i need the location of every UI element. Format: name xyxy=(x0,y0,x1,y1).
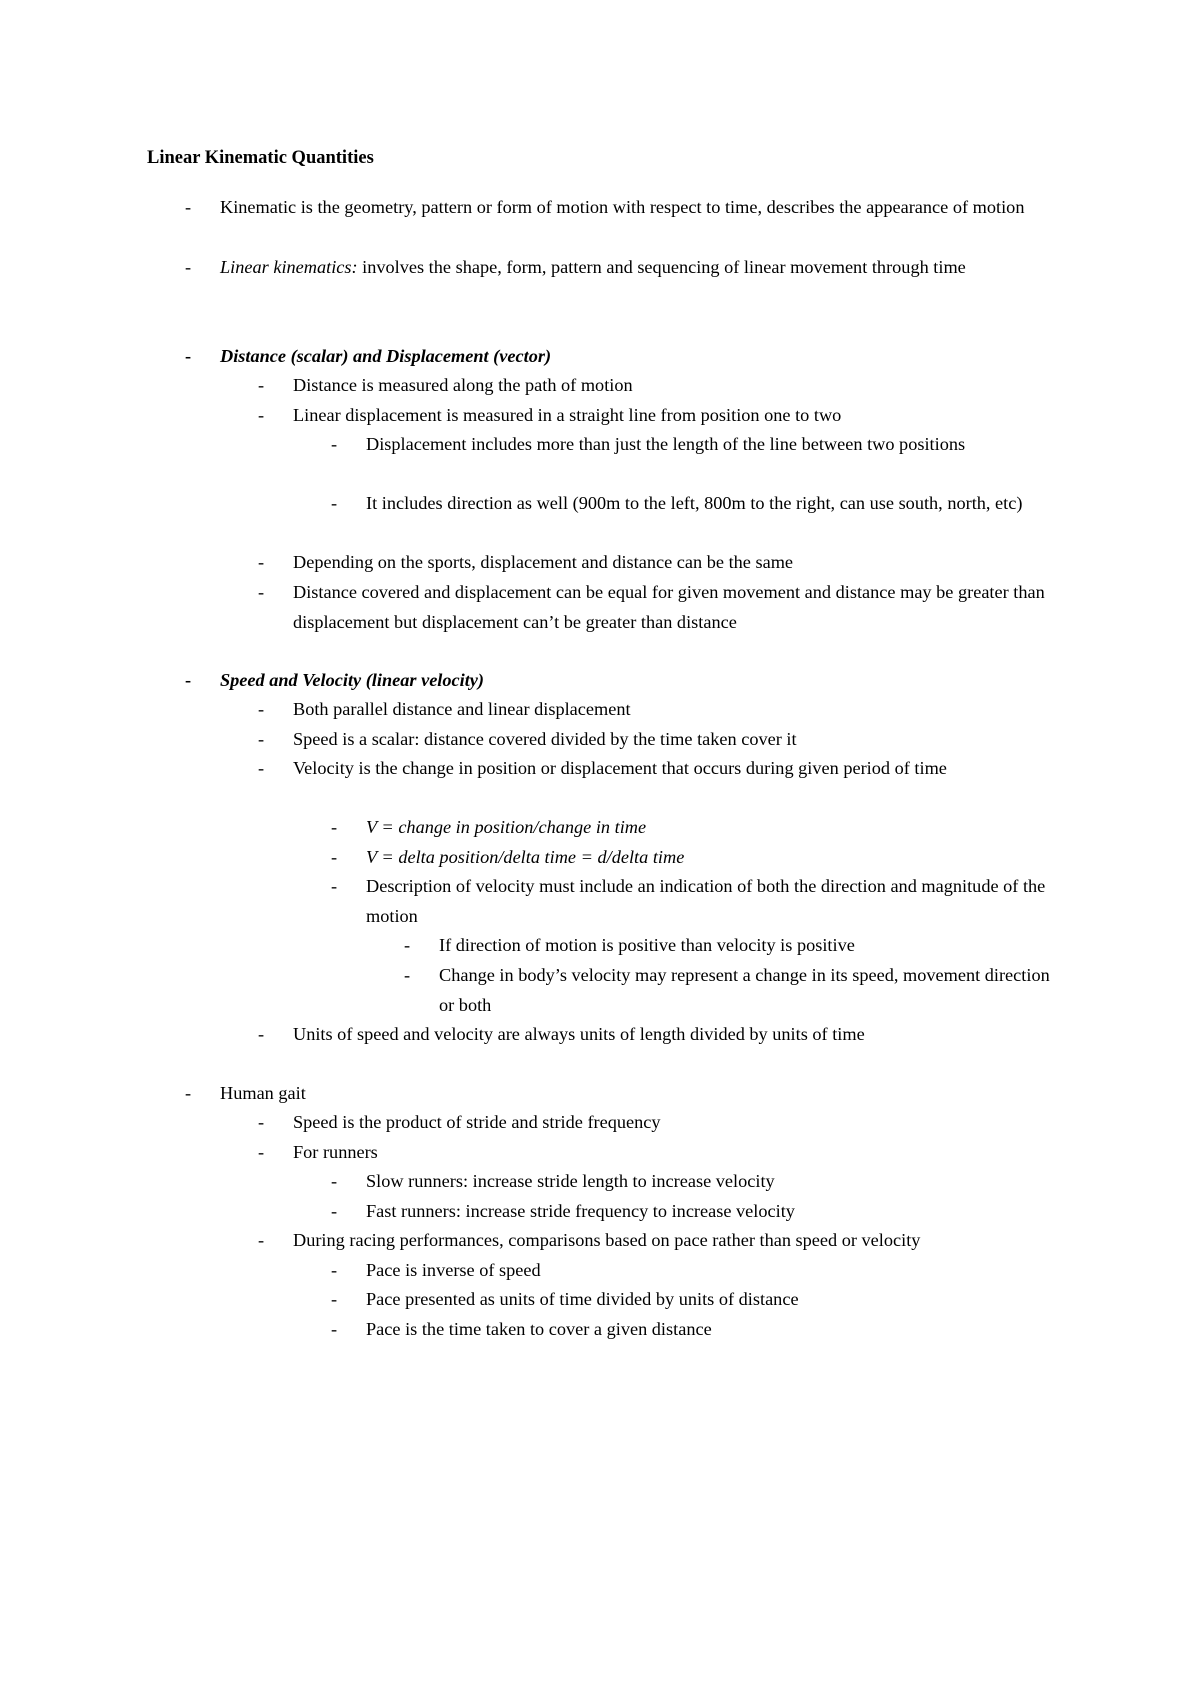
list-item-level-3 xyxy=(331,1315,1062,1345)
list-item-text: Distance covered and displacement can be equal for given movement and distance may be greater than displacement but displacement can’t be greater than distance xyxy=(293,582,1045,632)
list-item-text: V = change in position/change in time xyxy=(366,817,647,837)
bullet-dash: - xyxy=(258,582,265,602)
list-item-level-3 xyxy=(331,1285,1062,1315)
bullet-dash: - xyxy=(185,197,192,217)
bullet-dash: - xyxy=(404,935,411,955)
list-item-text: Pace presented as units of time divided by units of distance xyxy=(366,1289,799,1309)
list-item-text: Pace is the time taken to cover a given distance xyxy=(366,1319,712,1339)
bullet-dash: - xyxy=(258,405,265,425)
bullet-dash: - xyxy=(258,1024,265,1044)
list-item-text: Velocity is the change in position or displacement that occurs during given period of time xyxy=(293,758,947,778)
list-item-level-3 xyxy=(331,489,1062,519)
list-item-level-2 xyxy=(258,1226,1062,1256)
list-item-level-3 xyxy=(331,843,1062,873)
list-item-text: Kinematic is the geometry, pattern or form of motion with respect to time, describes the appearance of motion xyxy=(220,197,1025,217)
bullet-dash: - xyxy=(331,876,338,896)
bullet-dash: - xyxy=(185,1083,192,1103)
bullet-dash: - xyxy=(258,1230,265,1250)
bullet-dash: - xyxy=(258,758,265,778)
list-item-level-3 xyxy=(331,813,1062,843)
text-run: involves the shape, form, pattern and sequencing of linear movement through time xyxy=(357,257,966,277)
list-item-text: Units of speed and velocity are always units of length divided by units of time xyxy=(293,1024,865,1044)
list-item-level-3 xyxy=(331,1197,1062,1227)
list-item-text: Speed and Velocity (linear velocity) xyxy=(220,670,484,690)
list-item-text xyxy=(220,253,1062,283)
bullet-dash: - xyxy=(331,1319,338,1339)
bullet-dash: - xyxy=(185,257,192,277)
list-item-level-1 xyxy=(185,342,1062,372)
list-item-level-1 xyxy=(185,1079,1062,1109)
list-item-level-2 xyxy=(258,548,1062,578)
text-run: Linear kinematics: xyxy=(220,257,358,277)
bullet-dash: - xyxy=(331,434,338,454)
bullet-dash: - xyxy=(331,493,338,513)
list-item-text: If direction of motion is positive than velocity is positive xyxy=(439,935,855,955)
bullet-dash: - xyxy=(258,1112,265,1132)
list-item-level-3 xyxy=(331,872,1062,931)
list-item-level-3 xyxy=(331,430,1062,460)
bullet-dash: - xyxy=(404,965,411,985)
list-item-text: Fast runners: increase stride frequency to increase velocity xyxy=(366,1201,795,1221)
list-item-text: Speed is a scalar: distance covered divided by the time taken cover it xyxy=(293,729,797,749)
list-item-text: For runners xyxy=(293,1142,378,1162)
bullet-dash: - xyxy=(185,346,192,366)
list-item-level-2 xyxy=(258,754,1062,784)
list-item-text: Human gait xyxy=(220,1083,306,1103)
list-item-text: Linear displacement is measured in a straight line from position one to two xyxy=(293,405,842,425)
list-item-level-2 xyxy=(258,1108,1062,1138)
bullet-dash: - xyxy=(331,1260,338,1280)
list-item-level-2 xyxy=(258,725,1062,755)
list-item-text: Displacement includes more than just the length of the line between two positions xyxy=(366,434,966,454)
document-title: Linear Kinematic Quantities xyxy=(147,148,374,168)
bullet-dash: - xyxy=(331,817,338,837)
list-item-text: Both parallel distance and linear displacement xyxy=(293,699,631,719)
list-item-level-2 xyxy=(258,1138,1062,1168)
list-item-level-2 xyxy=(258,371,1062,401)
list-item-text: Depending on the sports, displacement and distance can be the same xyxy=(293,552,794,572)
list-item-text: It includes direction as well (900m to the left, 800m to the right, can use south, north, etc) xyxy=(366,493,1023,513)
list-item-text: Distance (scalar) and Displacement (vector) xyxy=(220,346,552,366)
bullet-dash: - xyxy=(331,1171,338,1191)
list-item-text: Description of velocity must include an indication of both the direction and magnitude of the motion xyxy=(366,876,1046,926)
list-item-text: Pace is inverse of speed xyxy=(366,1260,541,1280)
list-item-level-4 xyxy=(404,961,1062,1020)
bullet-dash: - xyxy=(258,1142,265,1162)
bullet-dash: - xyxy=(331,847,338,867)
list-item-level-4 xyxy=(404,931,1062,961)
list-item-level-2 xyxy=(258,1020,1062,1050)
list-item-level-1 xyxy=(185,193,1062,223)
list-item-level-1 xyxy=(185,666,1062,696)
list-item-level-3 xyxy=(331,1256,1062,1286)
list-item-text: Slow runners: increase stride length to increase velocity xyxy=(366,1171,775,1191)
list-item-level-1 xyxy=(185,253,1062,283)
list-item-text: During racing performances, comparisons based on pace rather than speed or velocity xyxy=(293,1230,921,1250)
list-item-text: Speed is the product of stride and stride frequency xyxy=(293,1112,661,1132)
list-item-text: V = delta position/delta time = d/delta time xyxy=(366,847,685,867)
list-item-text: Change in body’s velocity may represent a change in its speed, movement direction or both xyxy=(439,965,1050,1015)
bullet-dash: - xyxy=(331,1201,338,1221)
bullet-dash: - xyxy=(185,670,192,690)
bullet-dash: - xyxy=(258,699,265,719)
bullet-dash: - xyxy=(331,1289,338,1309)
list-item-level-2 xyxy=(258,401,1062,431)
bullet-dash: - xyxy=(258,552,265,572)
bullet-dash: - xyxy=(258,375,265,395)
list-item-level-2 xyxy=(258,695,1062,725)
list-item-text: Distance is measured along the path of motion xyxy=(293,375,633,395)
bullet-dash: - xyxy=(258,729,265,749)
list-item-level-2 xyxy=(258,578,1062,637)
list-item-level-3 xyxy=(331,1167,1062,1197)
